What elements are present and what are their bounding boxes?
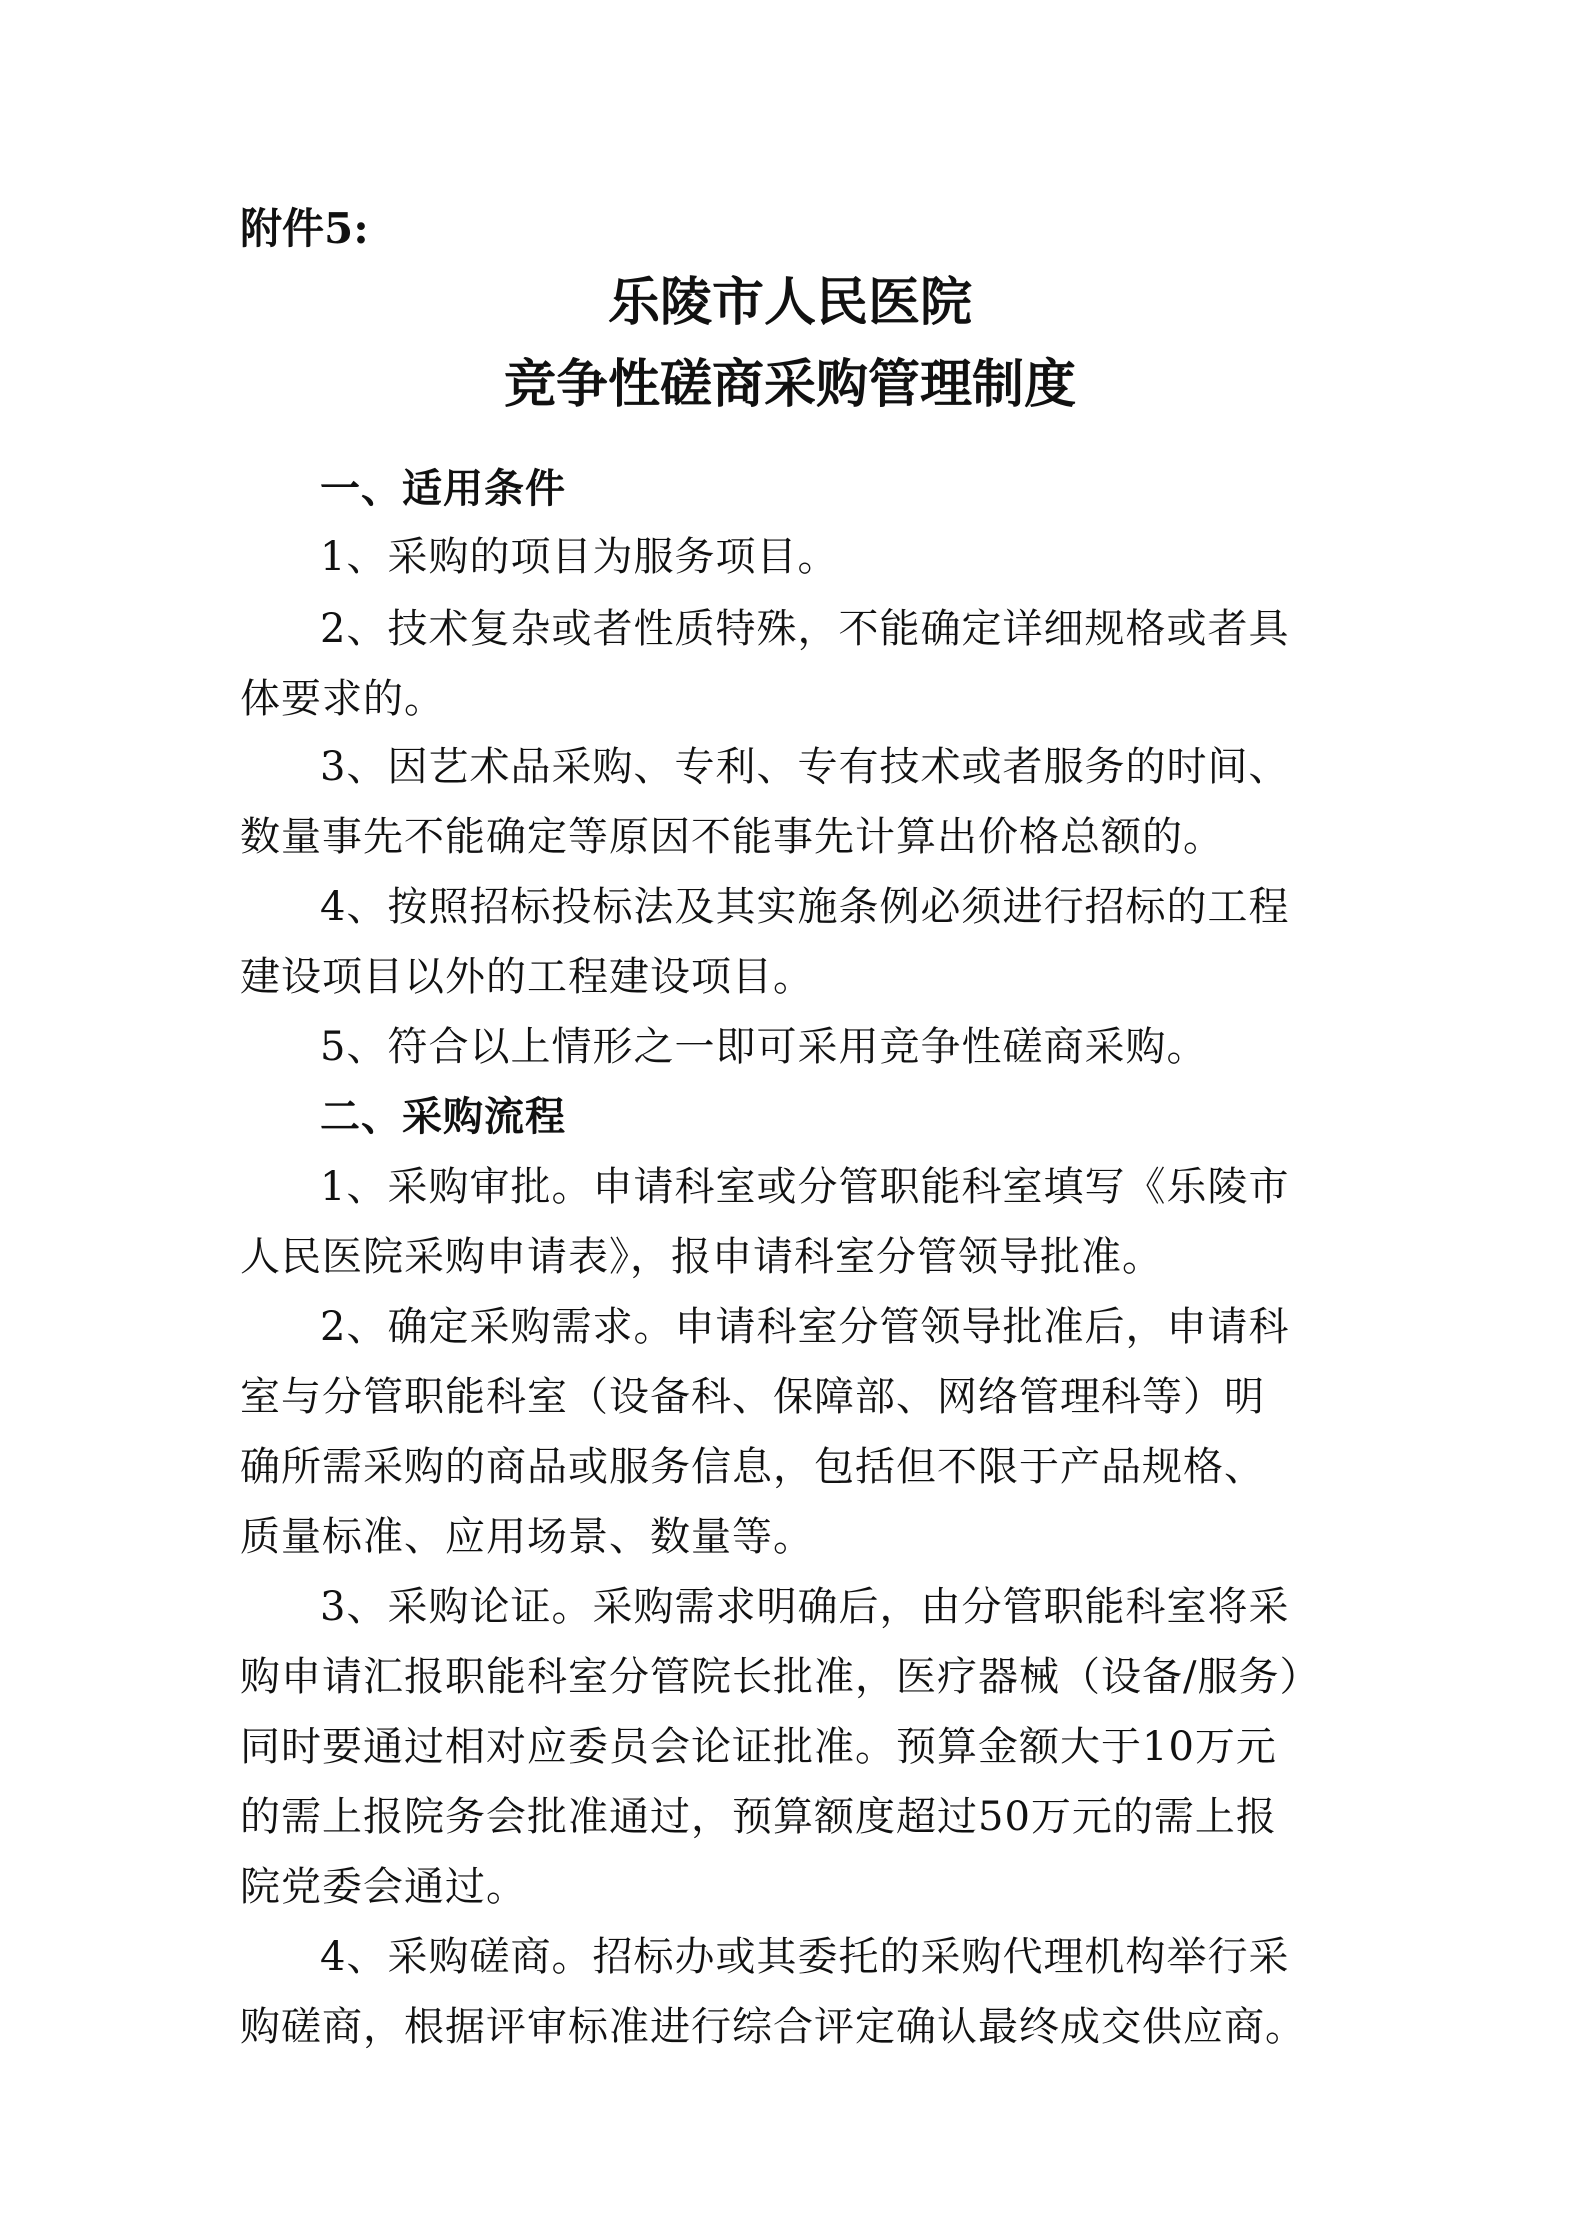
section-heading-applicable-conditions: 一、适用条件 xyxy=(320,466,566,512)
paragraph-line: 质量标准、应用场景、数量等。 xyxy=(240,1514,814,1560)
paragraph-line: 人民医院采购申请表》，报申请科室分管领导批准。 xyxy=(240,1234,1163,1280)
paragraph-line: 数量事先不能确定等原因不能事先计算出价格总额的。 xyxy=(240,814,1224,860)
document-title-line-2: 竞争性磋商采购管理制度 xyxy=(503,354,1076,415)
paragraph-line: 1、采购的项目为服务项目。 xyxy=(320,534,839,580)
attachment-label: 附件5: xyxy=(240,204,369,253)
paragraph-line: 体要求的。 xyxy=(240,676,445,722)
paragraph-line: 确所需采购的商品或服务信息，包括但不限于产品规格、 xyxy=(240,1444,1265,1490)
paragraph-line: 建设项目以外的工程建设项目。 xyxy=(240,954,814,1000)
paragraph-line: 同时要通过相对应委员会论证批准。预算金额大于10万元 xyxy=(240,1724,1277,1770)
paragraph-line: 2、确定采购需求。申请科室分管领导批准后，申请科 xyxy=(320,1304,1290,1350)
paragraph-line: 4、采购磋商。招标办或其委托的采购代理机构举行采 xyxy=(320,1934,1290,1980)
paragraph-line: 4、按照招标投标法及其实施条例必须进行招标的工程 xyxy=(320,884,1290,930)
paragraph-line: 的需上报院务会批准通过，预算额度超过50万元的需上报 xyxy=(240,1794,1277,1840)
paragraph-line: 购申请汇报职能科室分管院长批准，医疗器械（设备/服务） xyxy=(240,1654,1321,1700)
paragraph-line: 5、符合以上情形之一即可采用竞争性磋商采购。 xyxy=(320,1024,1208,1070)
paragraph-line: 室与分管职能科室（设备科、保障部、网络管理科等）明 xyxy=(240,1374,1265,1420)
document-title-line-1: 乐陵市人民医院 xyxy=(607,272,972,333)
paragraph-line: 1、采购审批。申请科室或分管职能科室填写《乐陵市 xyxy=(320,1164,1290,1210)
paragraph-line: 3、因艺术品采购、专利、专有技术或者服务的时间、 xyxy=(320,744,1290,790)
paragraph-line: 2、技术复杂或者性质特殊，不能确定详细规格或者具 xyxy=(320,606,1290,652)
section-heading-procurement-process: 二、采购流程 xyxy=(320,1094,566,1140)
paragraph-line: 3、采购论证。采购需求明确后，由分管职能科室将采 xyxy=(320,1584,1290,1630)
paragraph-line: 院党委会通过。 xyxy=(240,1864,527,1910)
paragraph-line: 购磋商，根据评审标准进行综合评定确认最终成交供应商。 xyxy=(240,2004,1306,2050)
